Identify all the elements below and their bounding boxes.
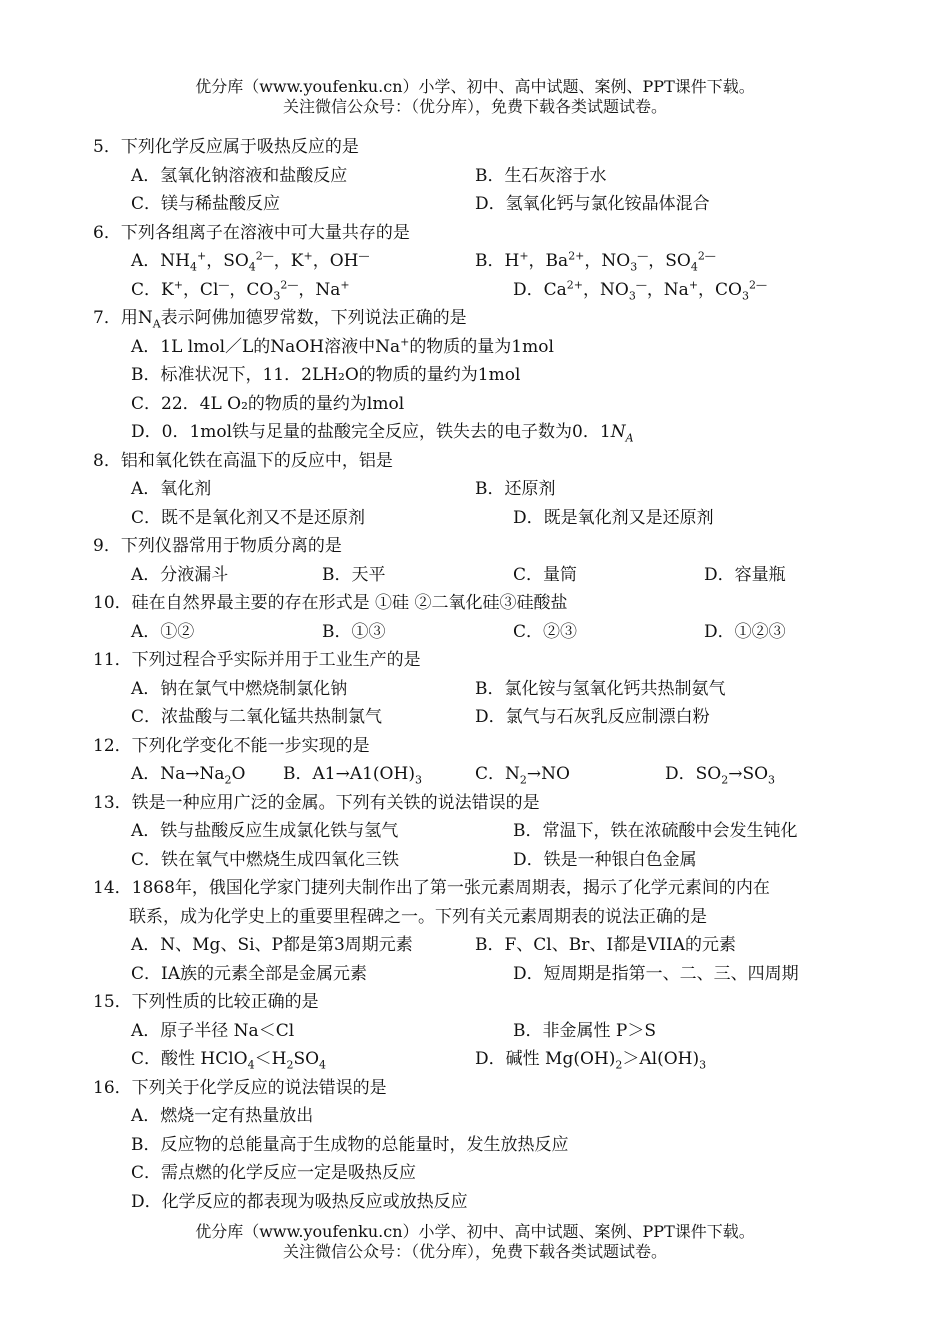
page-footer [0, 1222, 950, 1262]
question-9-options [93, 561, 853, 590]
option-d: D．氯气与石灰乳反应制漂白粉 [475, 707, 710, 727]
question-14-options-ab [93, 931, 853, 960]
question-15-options-ab [93, 1017, 853, 1046]
question-10-options [93, 618, 853, 647]
question-8-stem: 8．铝和氧化铁在高温下的反应中，铝是 [93, 450, 393, 471]
question-11-options-ab [93, 675, 853, 704]
question-16-stem: 16．下列关于化学反应的说法错误的是 [93, 1077, 387, 1098]
question-15-options-cd [93, 1045, 853, 1074]
question-16-option-b: B．反应物的总能量高于生成物的总能量时，发生放热反应 [131, 1134, 569, 1155]
question-list [93, 133, 853, 1216]
question-6-options-cd [93, 276, 853, 305]
option-d: D．既是氧化剂又是还原剂 [513, 507, 714, 528]
option-c: C．②③ [513, 621, 578, 642]
option-a: A．氧化剂 [131, 479, 212, 499]
question-7-stem: 7．用$N_A$表示阿佛加德罗常数，下列说法正确的是 [93, 308, 467, 331]
header-line-2: 关注微信公众号：（优分库），免费下载各类试题试卷。 [282, 97, 667, 116]
option-b: B．常温下，铁在浓硫酸中会发生钝化 [513, 821, 798, 841]
question-12-stem: 12．下列化学变化不能一步实现的是 [93, 735, 370, 756]
option-c: C．酸性 $HClO_4<H_2SO_4$ [131, 1049, 327, 1072]
option-a: A．原子半径 Na＜Cl [131, 1020, 295, 1041]
question-10-stem: 10．硅在自然界最主要的存在形式是 ①硅 ②二氧化硅③硅酸盐 [93, 593, 568, 613]
option-c: C．既不是氧化剂又不是还原剂 [131, 507, 366, 528]
option-c: C．铁在氧气中燃烧生成四氧化三铁 [131, 849, 400, 870]
question-14-stem-line-1: 14．1868年，俄国化学家门捷列夫制作出了第一张元素周期表，揭示了化学元素间的内在 [93, 878, 770, 898]
option-b: B．氯化铵与氢氧化钙共热制氨气 [475, 678, 726, 699]
option-c: C．IA族的元素全部是金属元素 [131, 963, 367, 984]
option-a: A．N、Mg、Si、P都是第3周期元素 [131, 935, 413, 955]
question-7-option-c: C．22．4L O₂的物质的量约为lmol [131, 393, 405, 414]
option-d: D．$SO_2\to SO_3$ [665, 764, 776, 787]
option-b: B．$A1\to A1(OH)_3$ [283, 764, 422, 787]
option-a: A．氢氧化钠溶液和盐酸反应 [131, 165, 348, 186]
question-16-option-d: D．化学反应的都表现为吸热反应或放热反应 [131, 1191, 468, 1212]
question-14-options-cd [93, 960, 853, 989]
question-6-stem: 6．下列各组离子在溶液中可大量共存的是 [93, 222, 410, 243]
option-b: B．还原剂 [475, 479, 556, 499]
question-5-options-ab [93, 162, 853, 191]
question-7-option-a: A．1L lmol／L的NaOH溶液中Na+的物质的量为1mol [131, 334, 554, 357]
option-a: A．①② [131, 621, 195, 642]
option-a: A．分液漏斗 [131, 564, 229, 585]
question-13-options-ab [93, 817, 853, 846]
question-12-options [93, 760, 853, 789]
option-d: D．氢氧化钙与氯化铵晶体混合 [475, 194, 710, 214]
question-14-stem-line-2: 联系，成为化学史上的重要里程碑之一。下列有关元素周期表的说法正确的是 [129, 906, 707, 927]
option-b: B．生石灰溶于水 [475, 165, 607, 186]
option-b: B．H+，$Ba^{2+}$，$NO_3^—$，$SO_4^{2—}$ [475, 249, 716, 274]
option-a: A．$NH_4^+$，$SO_4^{2—}$，K+，OH— [131, 249, 370, 274]
option-d: D．碱性 $Mg(OH)_2>Al(OH)_3$ [475, 1049, 707, 1072]
question-7-option-b: B．标准状况下，11．2LH₂O的物质的量约为1mol [131, 365, 521, 385]
option-c: C．浓盐酸与二氧化锰共热制氯气 [131, 707, 383, 727]
option-a: A．铁与盐酸反应生成氯化铁与氢气 [131, 821, 399, 841]
question-16-option-a: A．燃烧一定有热量放出 [131, 1106, 314, 1126]
option-b: B．非金属性 P＞S [513, 1020, 656, 1041]
question-13-stem: 13．铁是一种应用广泛的金属。下列有关铁的说法错误的是 [93, 792, 540, 813]
question-5-options-cd [93, 190, 853, 219]
question-7-option-d: D．0．1mol铁与足量的盐酸完全反应，铁失去的电子数为0．$1N_A$ [131, 422, 634, 445]
footer-line-1: 优分库（www.youfenku.cn）小学、初中、高中试题、案例、PPT课件下载。 [195, 1222, 755, 1241]
option-a: A．$Na\to Na_2O$ [131, 764, 246, 787]
option-a: A．钠在氯气中燃烧制氯化钠 [131, 678, 348, 699]
option-c: C．镁与稀盐酸反应 [131, 194, 281, 214]
option-d: D．容量瓶 [704, 564, 786, 585]
question-15-stem: 15．下列性质的比较正确的是 [93, 992, 319, 1012]
question-5-stem: 5．下列化学反应属于吸热反应的是 [93, 137, 359, 157]
question-6-options-ab [93, 247, 853, 276]
option-d: D．$Ca^{2+}$，$NO_3^—$，Na+，$CO_3^{2—}$ [513, 277, 767, 302]
question-8-options-ab [93, 475, 853, 504]
question-11-stem: 11．下列过程合乎实际并用于工业生产的是 [93, 650, 421, 670]
option-c: C．K+，Cl—，$CO_3^{2—}$，Na+ [131, 277, 350, 302]
option-d: D．①②③ [704, 621, 786, 642]
page-header [0, 77, 950, 117]
option-b: B．天平 [322, 564, 386, 585]
option-b: B．①③ [322, 621, 386, 642]
question-8-options-cd [93, 504, 853, 533]
option-b: B．F、Cl、Br、I都是VIIA的元素 [475, 935, 737, 955]
option-d: D．短周期是指第一、二、三、四周期 [513, 963, 799, 984]
header-line-1: 优分库（www.youfenku.cn）小学、初中、高中试题、案例、PPT课件下载。 [195, 77, 755, 96]
question-11-options-cd [93, 703, 853, 732]
question-13-options-cd [93, 846, 853, 875]
footer-line-2: 关注微信公众号：（优分库），免费下载各类试题试卷。 [282, 1242, 667, 1261]
option-d: D．铁是一种银白色金属 [513, 849, 697, 870]
question-16-option-c: C．需点燃的化学反应一定是吸热反应 [131, 1163, 417, 1183]
option-c: C．$N_2\to NO$ [475, 764, 570, 787]
option-c: C．量筒 [513, 564, 578, 585]
question-9-stem: 9．下列仪器常用于物质分离的是 [93, 536, 342, 556]
